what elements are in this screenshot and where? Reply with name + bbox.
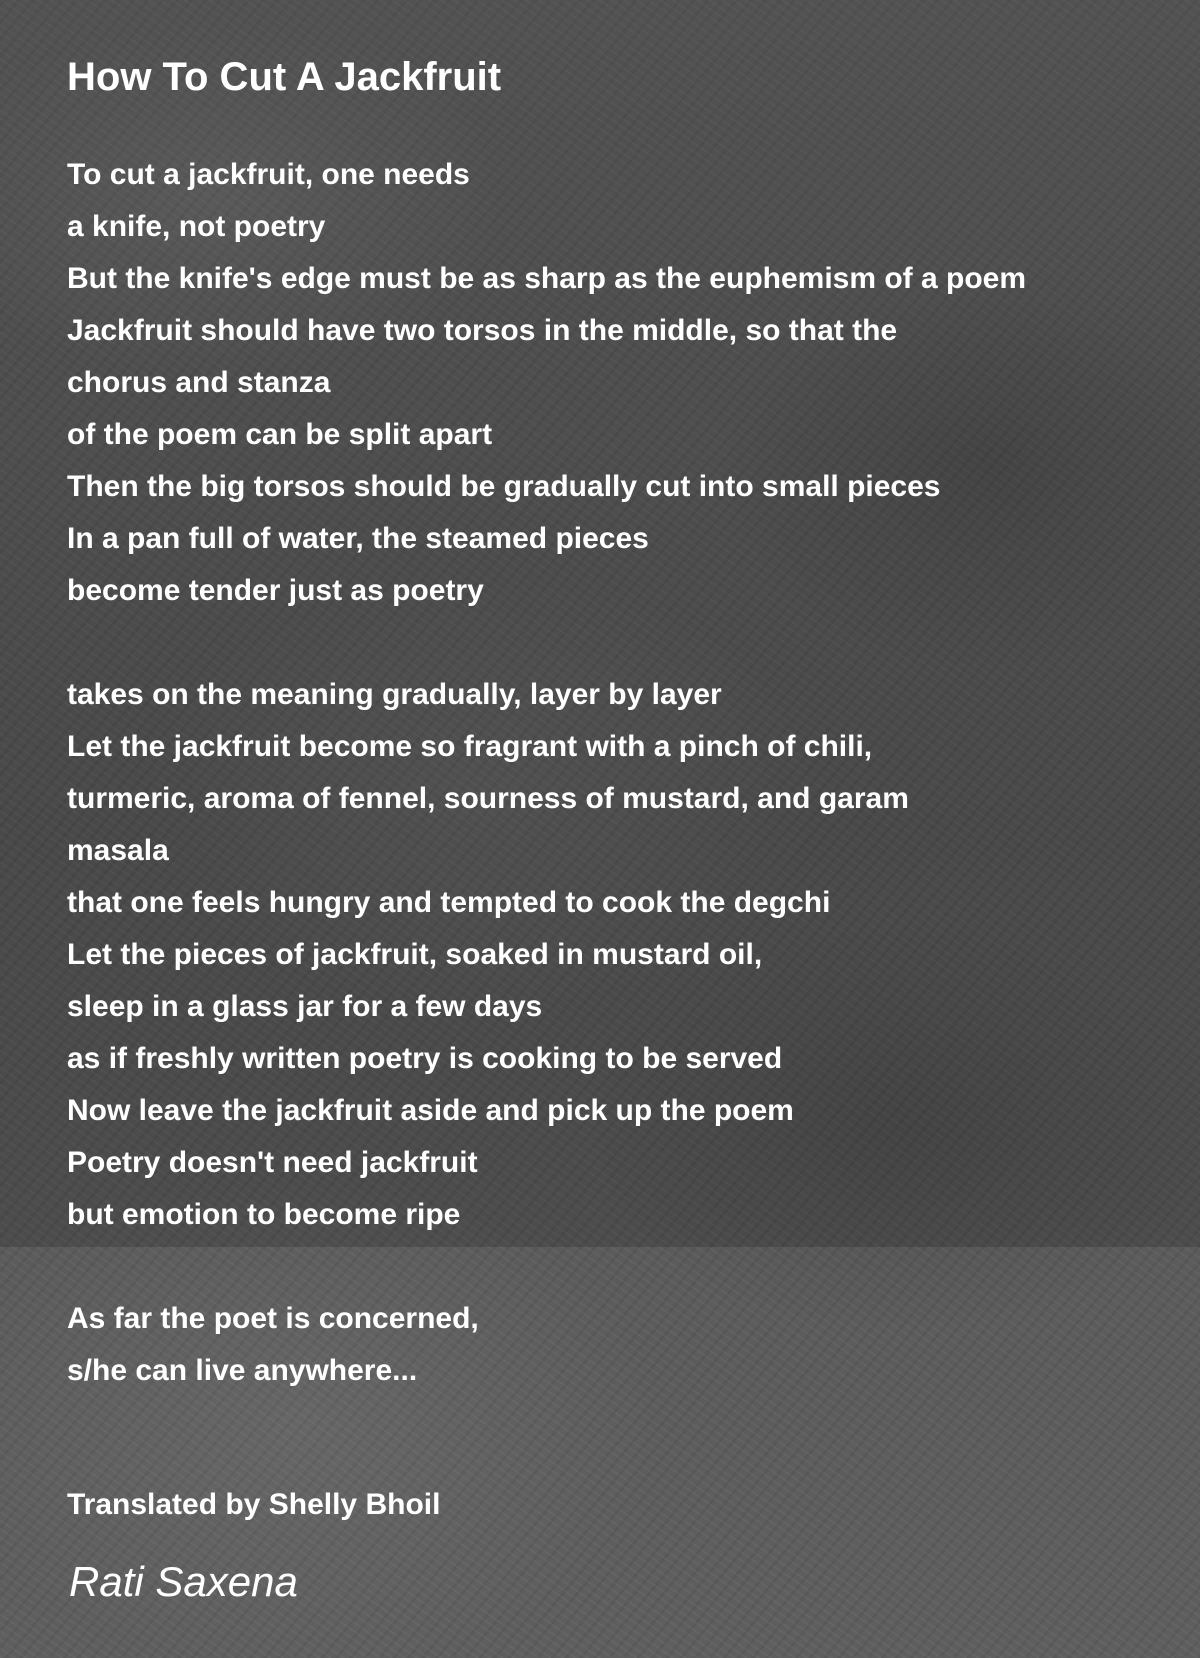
poem-line: As far the poet is concerned, [67, 1302, 479, 1335]
poem-line: Jackfruit should have two torsos in the middle, so that the [67, 314, 898, 347]
poem-line: that one feels hungry and tempted to cook the degchi [67, 886, 831, 919]
stanza-2 [67, 669, 909, 1241]
poem-line: But the knife's edge must be as sharp as the euphemism of a poem [67, 262, 1027, 295]
poem-line: turmeric, aroma of fennel, sourness of mustard, and garam [67, 782, 909, 815]
poem-line: Now leave the jackfruit aside and pick up the poem [67, 1094, 794, 1127]
poem-line: In a pan full of water, the steamed pieces [67, 522, 649, 555]
author-signature: Rati Saxena [69, 1558, 298, 1605]
translator-credit: Translated by Shelly Bhoil [67, 1488, 441, 1521]
poem-line: Then the big torsos should be gradually cut into small pieces [67, 470, 941, 503]
stanza-1 [67, 149, 1026, 617]
poem-line: To cut a jackfruit, one needs [67, 158, 470, 191]
poem-line: Let the pieces of jackfruit, soaked in mustard oil, [67, 938, 763, 971]
poem-title: How To Cut A Jackfruit [67, 55, 502, 99]
poem-line: of the poem can be split apart [67, 418, 493, 451]
poem-line: s/he can live anywhere... [67, 1354, 418, 1387]
poem-line: a knife, not poetry [67, 210, 326, 243]
stanza-3 [67, 1293, 479, 1397]
poem-line: as if freshly written poetry is cooking to be served [67, 1042, 783, 1075]
poem-line: become tender just as poetry [67, 574, 484, 607]
poem-line: chorus and stanza [67, 366, 331, 399]
poem-line: Poetry doesn't need jackfruit [67, 1146, 478, 1179]
poem-line: sleep in a glass jar for a few days [67, 990, 543, 1023]
poem-line: masala [67, 834, 169, 867]
poem-line: takes on the meaning gradually, layer by layer [67, 678, 722, 711]
poem-line: but emotion to become ripe [67, 1198, 461, 1231]
poem-line: Let the jackfruit become so fragrant with a pinch of chili, [67, 730, 873, 763]
